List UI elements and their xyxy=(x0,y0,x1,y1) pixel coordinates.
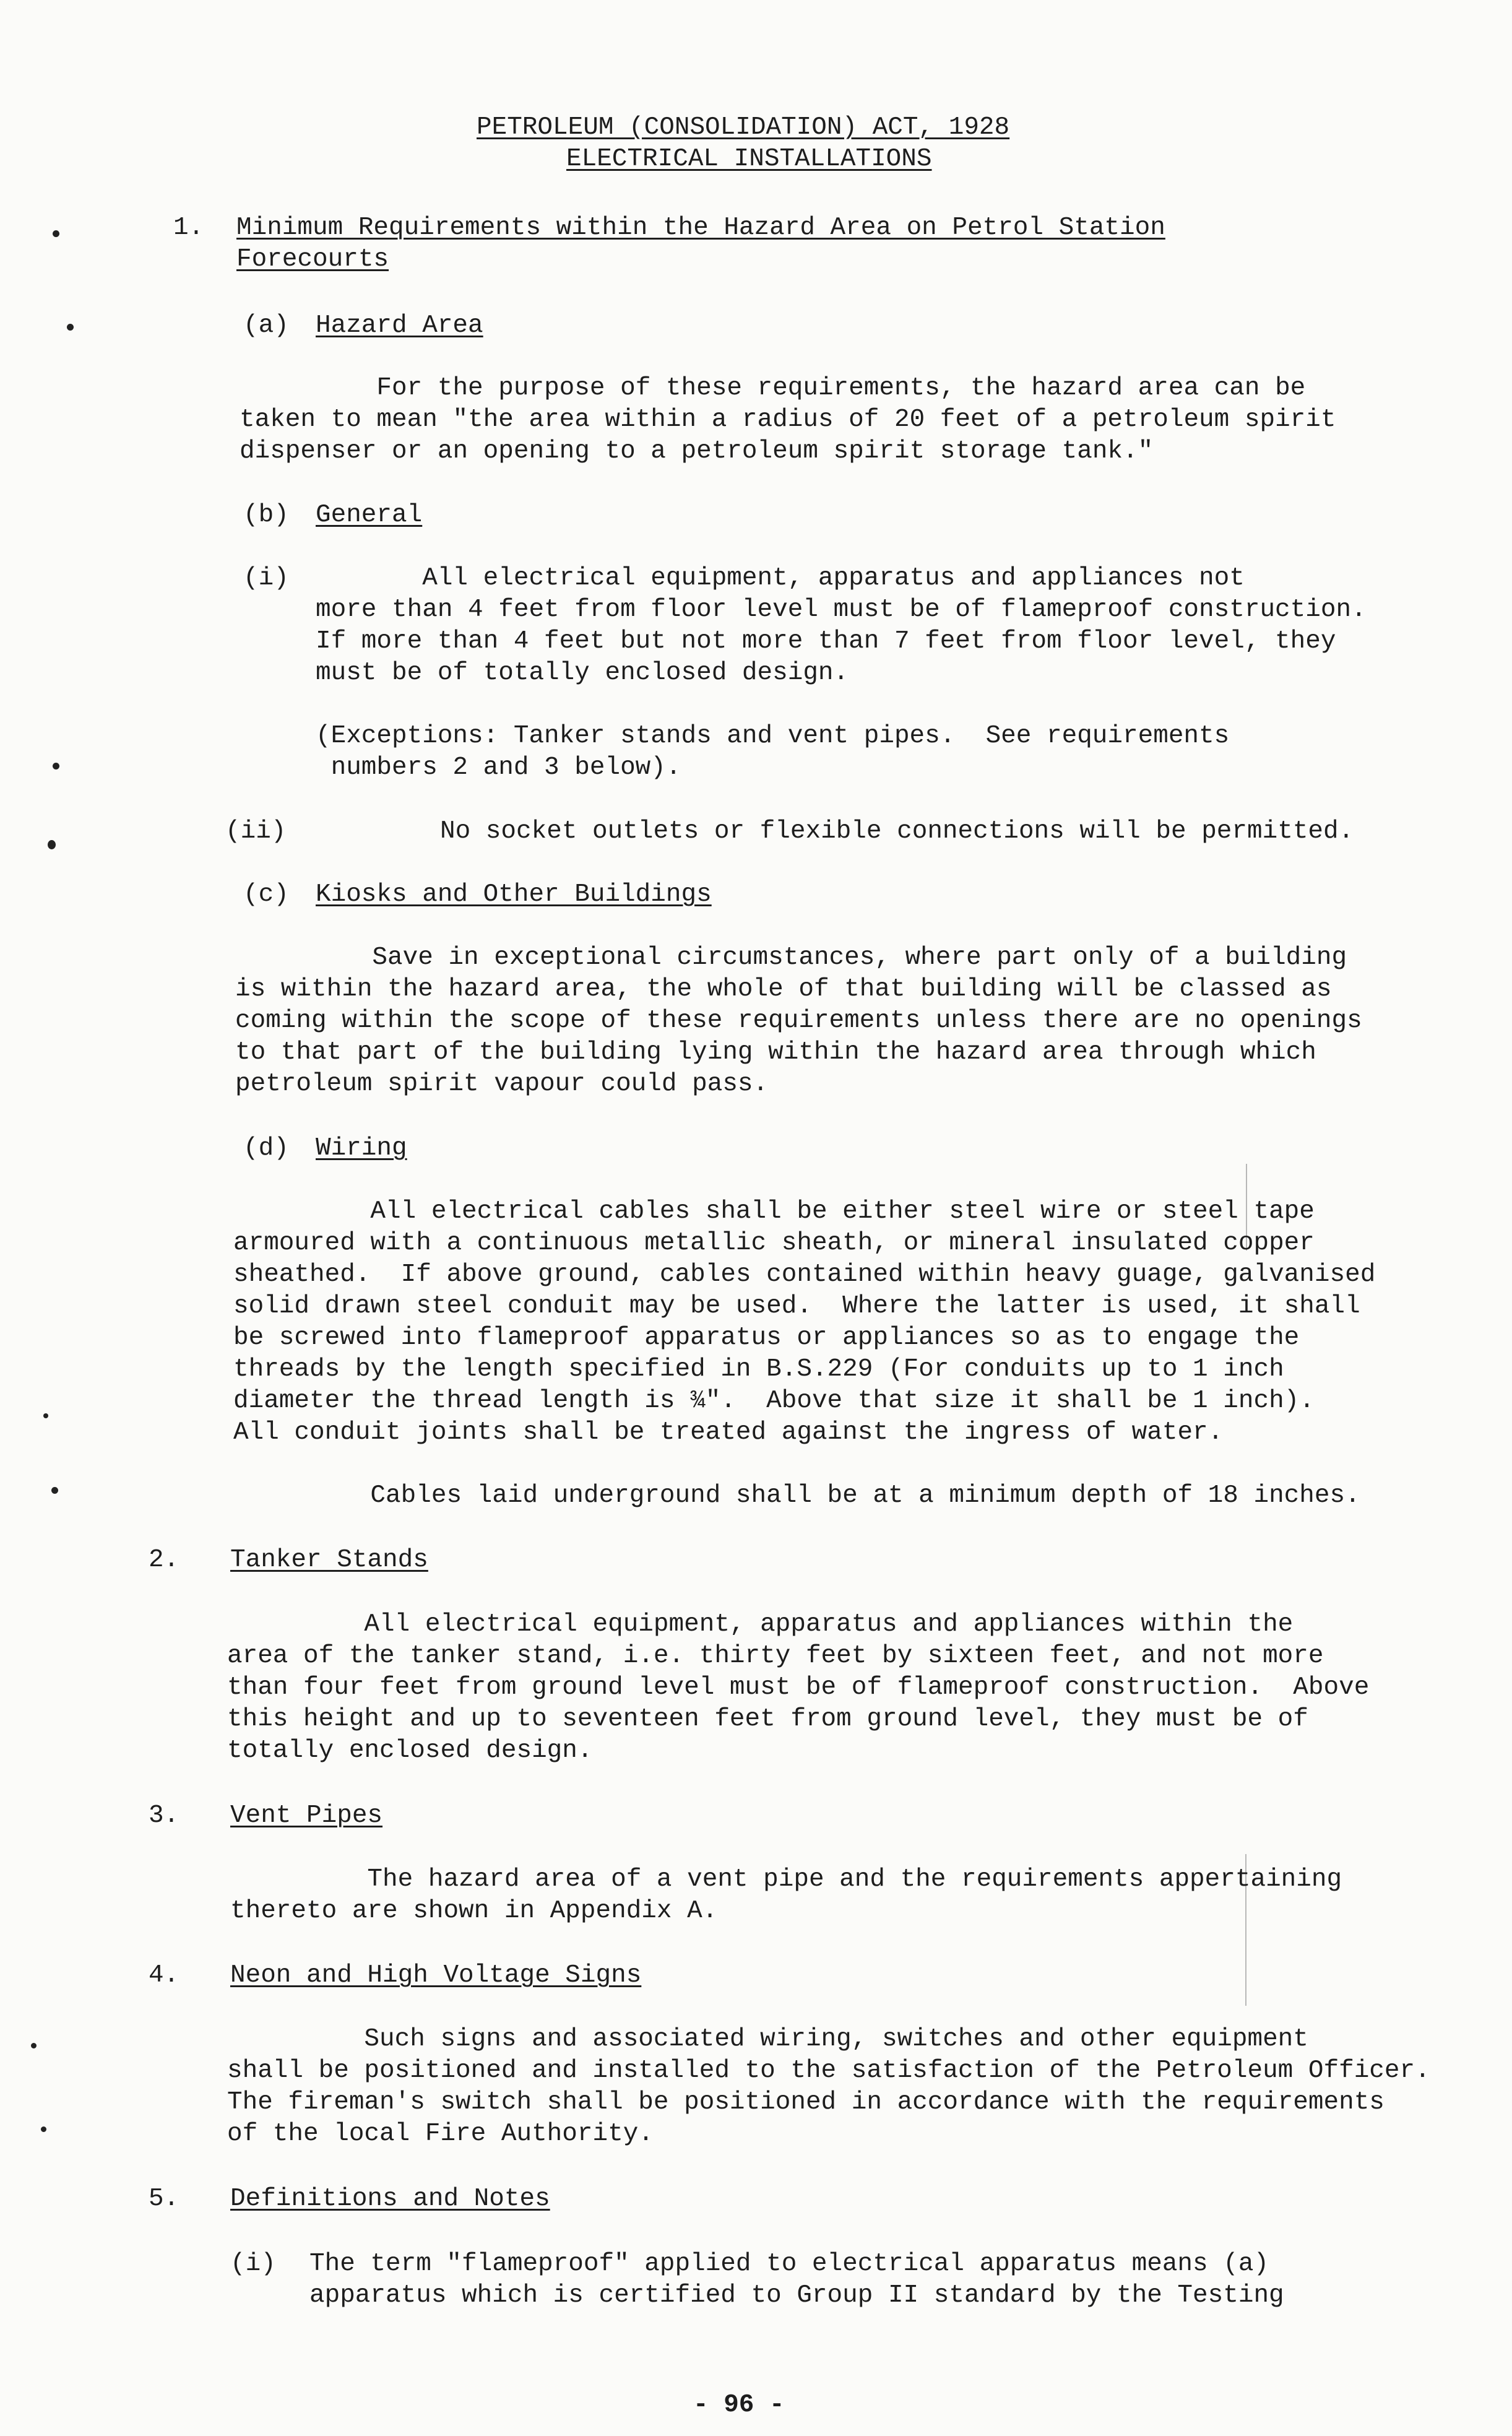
wiring-line: armoured with a continuous metallic sheath, or mineral insulated copper xyxy=(233,1229,1315,1257)
vent-line: thereto are shown in Appendix A. xyxy=(230,1897,718,1925)
tanker-line: this height and up to seventeen feet from ground level, they must be of xyxy=(227,1705,1308,1733)
item-ii-text: No socket outlets or flexible connections will be permitted. xyxy=(440,817,1354,846)
subsection-b-heading: General xyxy=(316,501,423,529)
item-ii-label: (ii) xyxy=(225,817,287,846)
hazard-area-line: dispenser or an opening to a petroleum spirit storage tank." xyxy=(240,437,1154,466)
section-5-heading: Definitions and Notes xyxy=(230,2185,550,2213)
margin-mark xyxy=(51,1487,58,1494)
vent-line: The hazard area of a vent pipe and the requirements appertaining xyxy=(230,1865,1342,1894)
section-4-heading: Neon and High Voltage Signs xyxy=(230,1961,642,1990)
margin-mark xyxy=(67,324,74,331)
section-5-number: 5. xyxy=(149,2185,179,2213)
subsection-c-heading: Kiosks and Other Buildings xyxy=(316,880,712,909)
exceptions-line: numbers 2 and 3 below). xyxy=(316,753,681,782)
definitions-line: apparatus which is certified to Group II standard by the Testing xyxy=(309,2281,1284,2310)
neon-line: The fireman's switch shall be positioned in accordance with the requirements xyxy=(227,2088,1385,2117)
section-2-heading: Tanker Stands xyxy=(230,1546,428,1574)
section-1-number: 1. xyxy=(173,214,204,242)
tanker-line: area of the tanker stand, i.e. thirty feet by sixteen feet, and not more xyxy=(227,1642,1324,1670)
neon-line: Such signs and associated wiring, switches and other equipment xyxy=(227,2025,1308,2053)
wiring-line: diameter the thread length is ¾". Above that size it shall be 1 inch). xyxy=(233,1387,1315,1415)
section-4-number: 4. xyxy=(149,1961,179,1990)
subsection-d-heading: Wiring xyxy=(316,1134,407,1163)
exceptions-line: (Exceptions: Tanker stands and vent pipes. See requirements xyxy=(316,722,1230,750)
section-1-heading-cont: Forecourts xyxy=(236,245,389,274)
general-line: If more than 4 feet but not more than 7 feet from floor level, they xyxy=(316,627,1336,656)
tanker-line: than four feet from ground level must be of flameproof construction. Above xyxy=(227,1673,1370,1702)
page-number: - 96 - xyxy=(693,2391,785,2419)
general-line: All electrical equipment, apparatus and appliances not xyxy=(316,564,1245,592)
wiring-line: All conduit joints shall be treated against the ingress of water. xyxy=(233,1418,1224,1447)
subsection-a-heading: Hazard Area xyxy=(316,311,483,340)
tanker-line: totally enclosed design. xyxy=(227,1736,593,1765)
margin-mark xyxy=(53,230,59,237)
margin-mark xyxy=(31,2043,37,2048)
wiring-line: threads by the length specified in B.S.229 (For conduits up to 1 inch xyxy=(233,1355,1284,1384)
hazard-area-line: For the purpose of these requirements, the hazard area can be xyxy=(240,374,1306,402)
margin-mark xyxy=(48,840,56,849)
subsection-b-label: (b) xyxy=(243,501,289,529)
section-3-heading: Vent Pipes xyxy=(230,1801,383,1830)
neon-line: of the local Fire Authority. xyxy=(227,2120,654,2148)
subsection-d-label: (d) xyxy=(243,1134,289,1163)
kiosks-line: is within the hazard area, the whole of that building will be classed as xyxy=(235,975,1332,1003)
subsection-c-label: (c) xyxy=(243,880,289,909)
margin-mark xyxy=(41,2126,46,2132)
definitions-item-i-label: (i) xyxy=(230,2250,276,2278)
document-title: PETROLEUM (CONSOLIDATION) ACT, 1928 xyxy=(477,113,1010,142)
item-i-label: (i) xyxy=(243,564,289,592)
wiring-line: sheathed. If above ground, cables contained within heavy guage, galvanised xyxy=(233,1260,1376,1289)
section-3-number: 3. xyxy=(149,1801,179,1830)
kiosks-line: petroleum spirit vapour could pass. xyxy=(235,1070,769,1098)
neon-line: shall be positioned and installed to the satisfaction of the Petroleum Officer. xyxy=(227,2057,1430,2085)
kiosks-line: to that part of the building lying within the hazard area through which xyxy=(235,1038,1316,1067)
wiring-line: solid drawn steel conduit may be used. Where the latter is used, it shall xyxy=(233,1292,1360,1320)
kiosks-line: coming within the scope of these requirements unless there are no openings xyxy=(235,1007,1362,1035)
wiring-line-depth: Cables laid underground shall be at a minimum depth of 18 inches. xyxy=(233,1481,1360,1510)
wiring-line: be screwed into flameproof apparatus or appliances so as to engage the xyxy=(233,1324,1300,1352)
document-subtitle: ELECTRICAL INSTALLATIONS xyxy=(566,145,932,173)
wiring-line: All electrical cables shall be either steel wire or steel tape xyxy=(233,1197,1315,1226)
tanker-line: All electrical equipment, apparatus and appliances within the xyxy=(227,1610,1294,1639)
margin-mark xyxy=(53,763,59,769)
margin-mark xyxy=(43,1413,48,1418)
kiosks-line: Save in exceptional circumstances, where part only of a building xyxy=(235,943,1347,972)
general-line: more than 4 feet from floor level must be of flameproof construction. xyxy=(316,596,1367,624)
section-2-number: 2. xyxy=(149,1546,179,1574)
hazard-area-line: taken to mean "the area within a radius of 20 feet of a petroleum spirit xyxy=(240,405,1336,434)
section-1-heading: Minimum Requirements within the Hazard Area on Petrol Station xyxy=(236,214,1165,242)
subsection-a-label: (a) xyxy=(243,311,289,340)
definitions-line: The term "flameproof" applied to electrical apparatus means (a) xyxy=(309,2250,1269,2278)
general-line: must be of totally enclosed design. xyxy=(316,659,849,687)
